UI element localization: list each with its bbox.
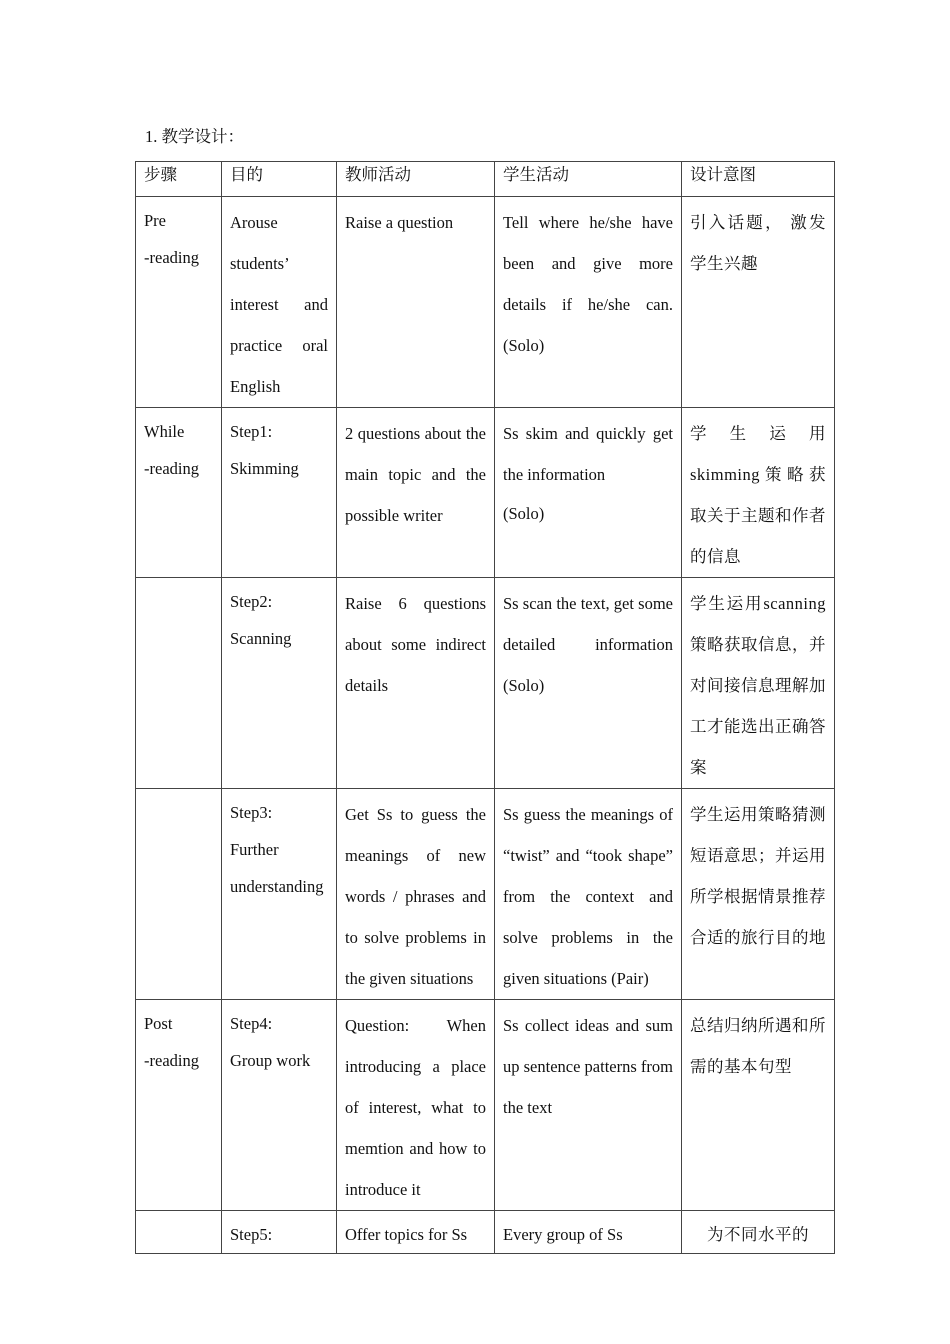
table-row bbox=[136, 578, 835, 789]
student-activity-cell: Every group of Ss bbox=[495, 1211, 682, 1254]
table-row bbox=[136, 408, 835, 578]
header-teacher-activity: 教师活动 bbox=[337, 162, 495, 197]
stage-cell bbox=[136, 1211, 222, 1254]
student-activity-cell: Ss collect ideas and sum up sentence patterns from the text bbox=[495, 1000, 682, 1211]
stage-cell bbox=[136, 578, 222, 789]
student-activity-cell: Ss scan the text, get some detailed information (Solo) bbox=[495, 578, 682, 789]
student-activity-cell: Ss skim and quickly get the information (Solo) bbox=[495, 408, 682, 578]
section-heading: 1. 教学设计： bbox=[145, 127, 244, 146]
design-intent-cell: 引入话题， 激发学生兴趣 bbox=[682, 197, 835, 408]
table-row bbox=[136, 1211, 835, 1254]
table-row bbox=[136, 789, 835, 1000]
teacher-activity-cell: 2 questions about the main topic and the possible writer bbox=[337, 408, 495, 578]
header-step: 步骤 bbox=[136, 162, 222, 197]
design-intent-cell: 学生运用策略猜测短语意思；并运用所学根据情景推荐合适的旅行目的地 bbox=[682, 789, 835, 1000]
purpose-cell: Step4: Group work bbox=[222, 1000, 337, 1211]
design-intent-cell: 总结归纳所遇和所需的基本句型 bbox=[682, 1000, 835, 1211]
lesson-plan-table bbox=[135, 161, 835, 1254]
purpose-cell: Step5: bbox=[222, 1211, 337, 1254]
header-design-intent: 设计意图 bbox=[682, 162, 835, 197]
stage-cell: Post -reading bbox=[136, 1000, 222, 1211]
header-purpose: 目的 bbox=[222, 162, 337, 197]
design-intent-cell: 学生运用scanning策略获取信息，并对间接信息理解加工才能选出正确答案 bbox=[682, 578, 835, 789]
purpose-cell: Arouse students’ interest and practice oral English bbox=[222, 197, 337, 408]
header-student-activity: 学生活动 bbox=[495, 162, 682, 197]
stage-cell: Pre -reading bbox=[136, 197, 222, 408]
student-activity-cell: Tell where he/she have been and give more details if he/she can. (Solo) bbox=[495, 197, 682, 408]
purpose-cell: Step3: Further understanding bbox=[222, 789, 337, 1000]
stage-cell bbox=[136, 789, 222, 1000]
teacher-activity-cell: Question: When introducing a place of interest, what to memtion and how to introduce it bbox=[337, 1000, 495, 1211]
purpose-cell: Step1: Skimming bbox=[222, 408, 337, 578]
design-intent-cell: 为不同水平的 bbox=[682, 1211, 835, 1254]
purpose-cell: Step2: Scanning bbox=[222, 578, 337, 789]
teacher-activity-cell: Raise a question bbox=[337, 197, 495, 408]
table-row bbox=[136, 197, 835, 408]
design-intent-cell: 学生运用skimming策略获取关于主题和作者的信息 bbox=[682, 408, 835, 578]
teacher-activity-cell: Offer topics for Ss bbox=[337, 1211, 495, 1254]
teacher-activity-cell: Get Ss to guess the meanings of new words / phrases and to solve problems in the given situations bbox=[337, 789, 495, 1000]
stage-cell: While -reading bbox=[136, 408, 222, 578]
table-row bbox=[136, 1000, 835, 1211]
teacher-activity-cell: Raise 6 questions about some indirect details bbox=[337, 578, 495, 789]
student-activity-cell: Ss guess the meanings of “twist” and “took shape” from the context and solve problems in the given situations (Pair) bbox=[495, 789, 682, 1000]
table-header-row bbox=[136, 162, 835, 197]
